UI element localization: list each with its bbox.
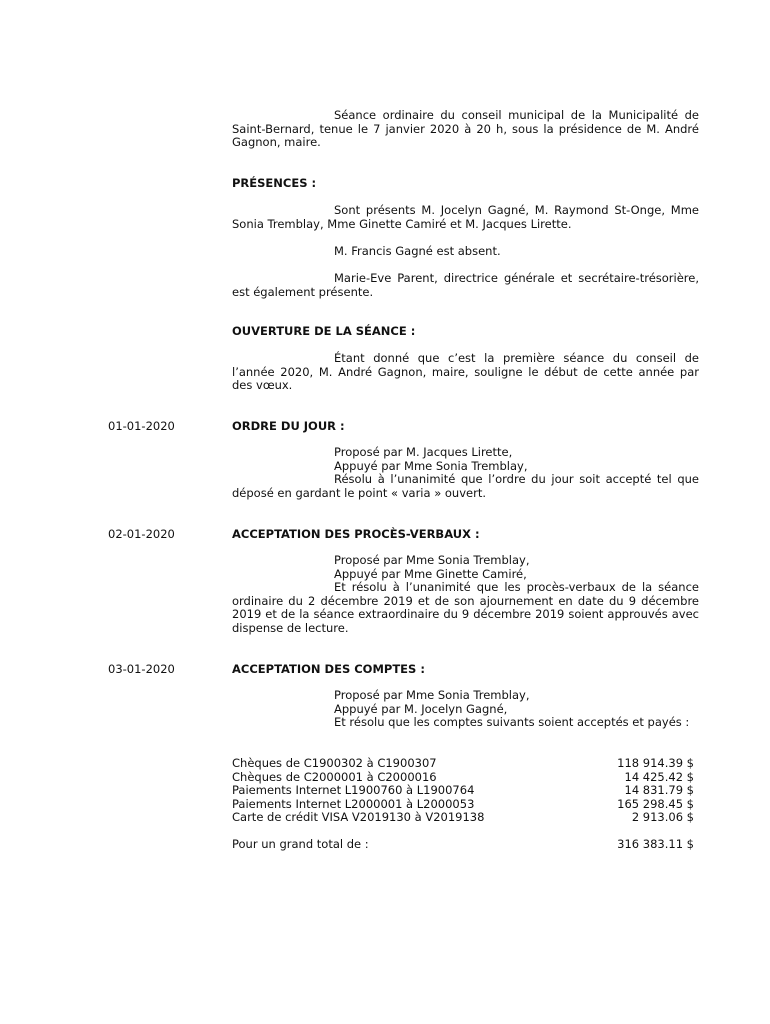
presences-heading: PRÉSENCES : [232,176,317,190]
comptes-body [232,689,699,730]
ordre-appuye: Appuyé par Mme Sonia Tremblay, [334,458,528,473]
total-row [232,838,699,852]
comptes-heading: ACCEPTATION DES COMPTES : [232,662,425,676]
account-label: Paiements Internet L1900760 à L1900764 [232,783,475,797]
account-row [232,811,699,825]
grand-total [232,838,699,852]
resolution-number-comptes: 03-01-2020 [108,662,175,676]
account-label: Paiements Internet L2000001 à L2000053 [232,796,475,811]
ordre-heading: ORDRE DU JOUR : [232,419,345,433]
meeting-intro: Séance ordinaire du conseil municipal de la Municipalité de Saint-Bernard, tenue le 7 janvier 2020 à 20 h, sous la présidence de M. André Gagnon, maire. [232,108,699,149]
comptes-appuye: Appuyé par M. Jocelyn Gagné, [334,701,508,716]
total-label: Pour un grand total de : [232,837,369,851]
total-amount: 316 383.11 $ [617,837,694,851]
presences-dg: Marie-Eve Parent, directrice générale et secrétaire-trésorière, est également présente. [232,271,699,299]
accounts-table [232,757,699,825]
account-amount: 165 298.45 $ [617,796,694,811]
ouverture-text: Étant donné que c’est la première séance du conseil de l’année 2020, M. André Gagnon, maire, souligne le début de cette année par des vœux. [232,351,699,392]
ordre-resolution: Résolu à l’unanimité que l’ordre du jour soit accepté tel que déposé en gardant le point « varia » ouvert. [232,472,699,500]
presences-absent: M. Francis Gagné est absent. [334,244,501,258]
resolution-number-pv: 02-01-2020 [108,527,175,541]
pv-propose: Proposé par Mme Sonia Tremblay, [334,553,530,567]
ouverture-heading: OUVERTURE DE LA SÉANCE : [232,324,416,338]
comptes-resolution: Et résolu que les comptes suivants soient acceptés et payés : [334,715,690,729]
account-amount: 14 831.79 $ [624,783,694,797]
resolution-number-ordre: 01-01-2020 [108,419,175,433]
account-label: Chèques de C2000001 à C2000016 [232,769,437,784]
presences-present: Sont présents M. Jocelyn Gagné, M. Raymond St-Onge, Mme Sonia Tremblay, Mme Ginette Camiré et M. Jacques Lirette. [232,203,699,231]
account-row [232,798,699,812]
ordre-propose: Proposé par M. Jacques Lirette, [334,445,513,459]
account-row [232,757,699,771]
account-label: Carte de crédit VISA V2019130 à V2019138 [232,810,485,824]
account-row [232,771,699,785]
account-amount: 14 425.42 $ [624,769,694,784]
account-amount: 2 913.06 $ [631,810,694,824]
pv-resolution: Et résolu à l’unanimité que les procès-verbaux de la séance ordinaire du 2 décembre 2019 et de son ajournement en date du 9 décembre 2019 et de la séance extraordinaire du 9 décembre 2019 soient approuvés avec dispense de lecture. [232,580,699,635]
pv-appuye: Appuyé par Mme Ginette Camiré, [334,566,527,581]
pv-body [232,554,699,635]
account-row [232,784,699,798]
comptes-propose: Proposé par Mme Sonia Tremblay, [334,688,530,702]
ordre-body [232,446,699,500]
pv-heading: ACCEPTATION DES PROCÈS-VERBAUX : [232,527,480,541]
account-label: Chèques de C1900302 à C1900307 [232,756,437,770]
account-amount: 118 914.39 $ [617,756,694,770]
